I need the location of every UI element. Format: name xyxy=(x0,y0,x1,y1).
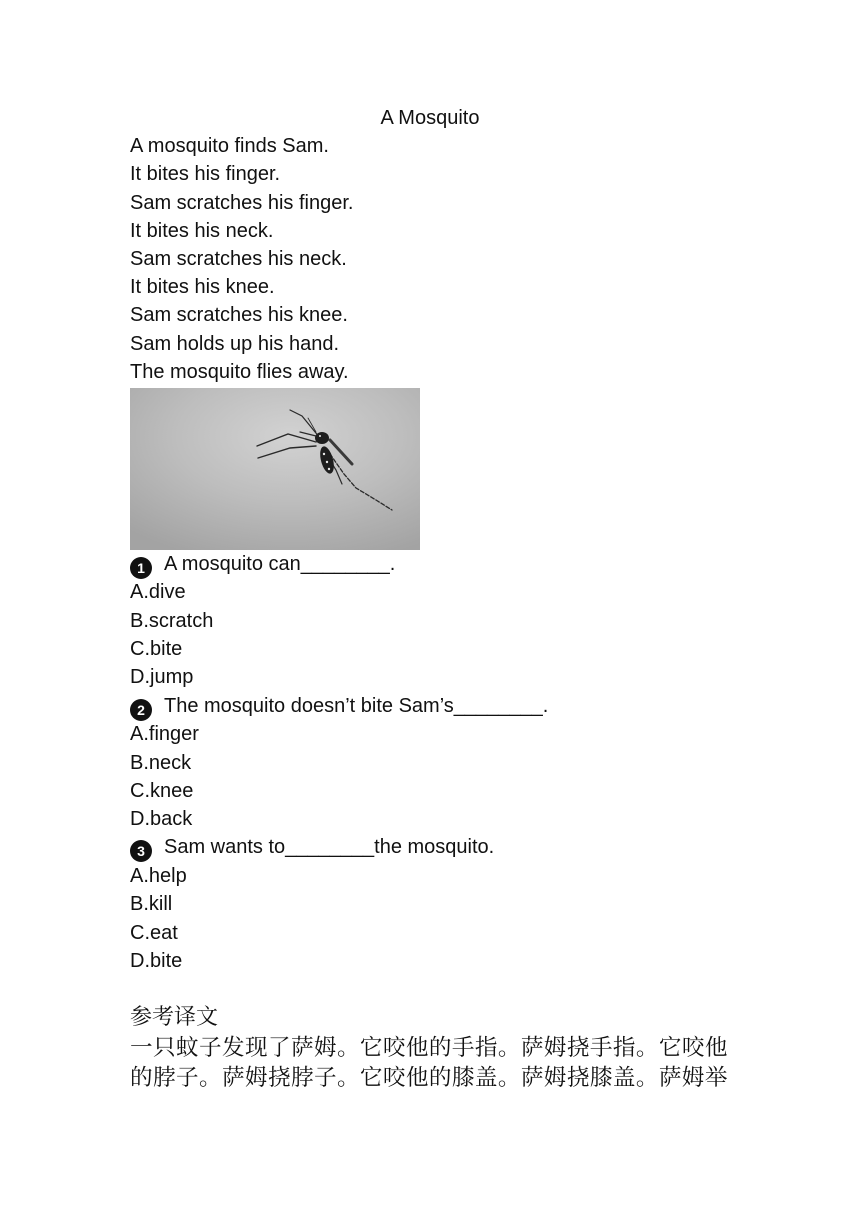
answer-option: D.back xyxy=(130,808,193,831)
answer-option: D.bite xyxy=(130,949,183,972)
story-line: Sam scratches his knee. xyxy=(130,304,348,327)
answer-option: A.help xyxy=(130,865,187,888)
answer-option: B.kill xyxy=(130,893,173,916)
question-text: The mosquito doesn’t bite Sam’s________. xyxy=(164,694,549,717)
story-title: A Mosquito xyxy=(380,107,480,129)
story-line: A mosquito finds Sam. xyxy=(130,135,329,158)
story-line: It bites his neck. xyxy=(130,219,274,242)
question-1 xyxy=(130,550,730,692)
story-line: Sam scratches his finger. xyxy=(130,191,354,214)
answer-option: D.jump xyxy=(130,666,194,689)
story-line: Sam scratches his neck. xyxy=(130,247,347,270)
question-number-badge: 3 xyxy=(130,840,152,862)
story-line: It bites his knee. xyxy=(130,276,275,299)
question-3 xyxy=(130,833,730,975)
answer-option: C.eat xyxy=(130,921,178,944)
question-number-badge: 1 xyxy=(130,557,152,579)
translation-line: 的脖子。萨姆挠脖子。它咬他的膝盖。萨姆挠膝盖。萨姆举 xyxy=(130,1065,728,1092)
translation-heading: 参考译文 xyxy=(130,1005,219,1031)
answer-option: B.neck xyxy=(130,751,192,774)
answer-option: A.finger xyxy=(130,723,199,746)
story-line: It bites his finger. xyxy=(130,163,281,186)
content xyxy=(130,104,730,1093)
question-number-badge: 2 xyxy=(130,699,152,721)
story-line: The mosquito flies away. xyxy=(130,360,349,383)
question-text: Sam wants to________the mosquito. xyxy=(164,836,495,859)
answer-option: A.dive xyxy=(130,581,186,604)
question-text: A mosquito can________. xyxy=(164,552,396,575)
question-2 xyxy=(130,692,730,834)
story-line: Sam holds up his hand. xyxy=(130,332,340,355)
story-text xyxy=(130,132,730,386)
translation-line: 一只蚊子发现了萨姆。它咬他的手指。萨姆挠手指。它咬他 xyxy=(130,1035,728,1062)
answer-option: B.scratch xyxy=(130,609,214,632)
mosquito-photo xyxy=(130,388,420,550)
answer-option: C.bite xyxy=(130,638,183,661)
translation-section xyxy=(130,1003,730,1093)
answer-option: C.knee xyxy=(130,779,194,802)
